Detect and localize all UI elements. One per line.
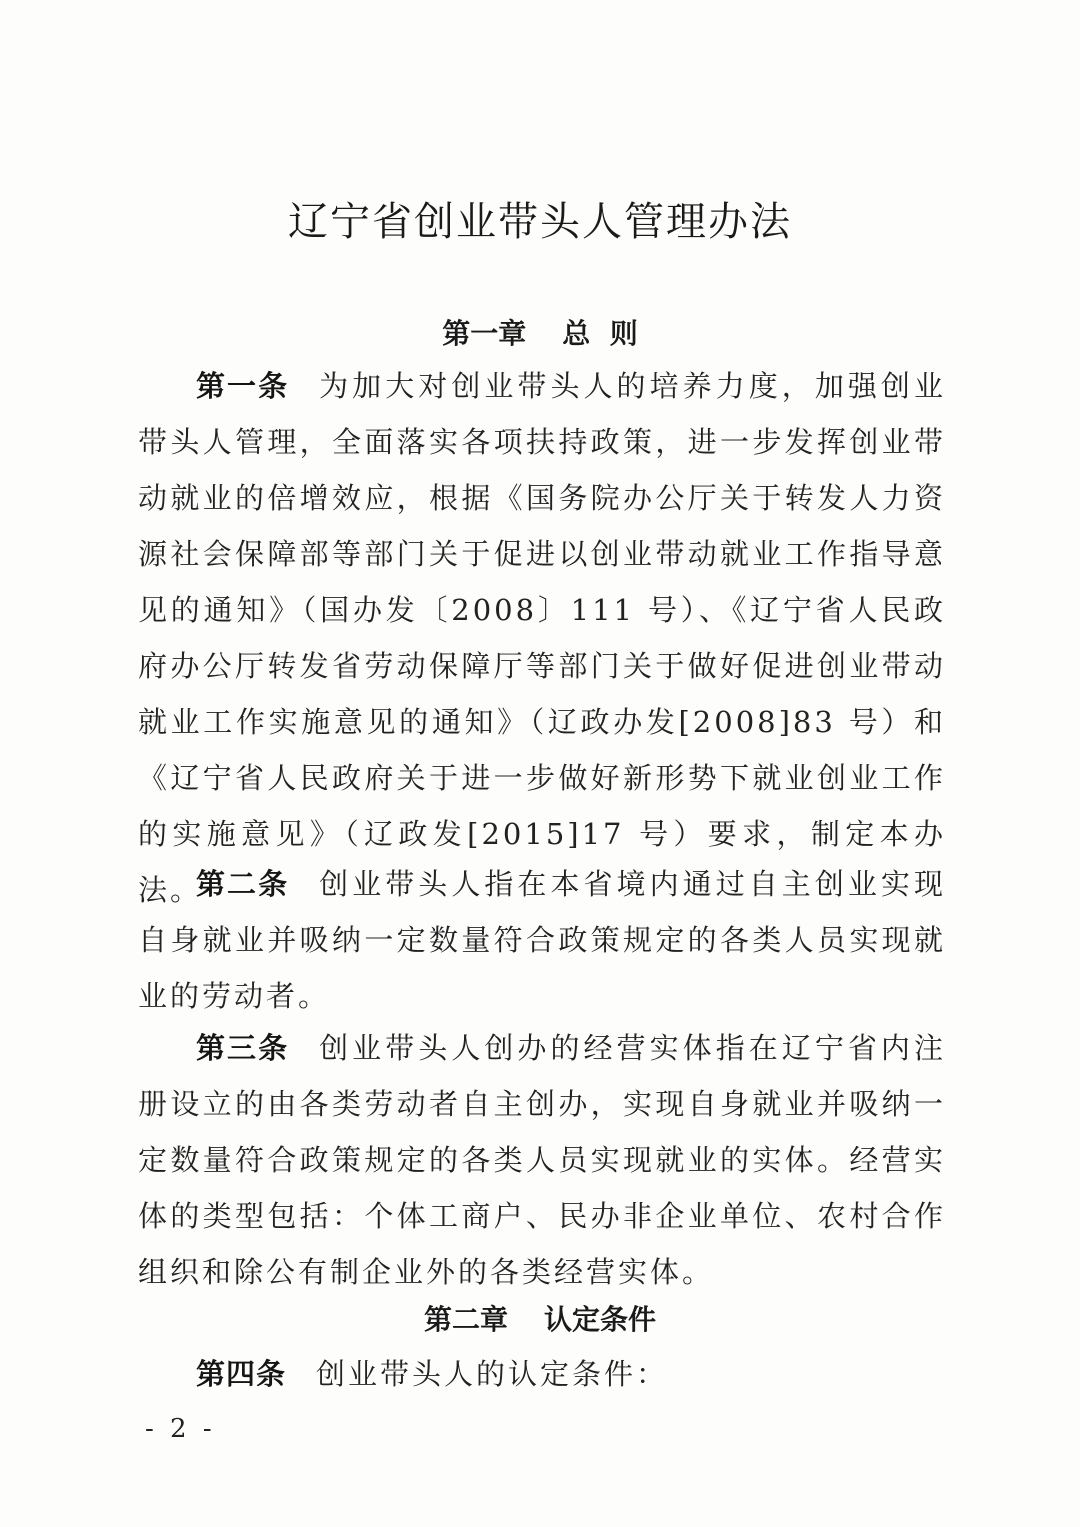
chapter-name: 认定条件 [544,1303,657,1336]
article-lead: 第二条 [196,867,290,901]
article-text: 创业带头人创办的经营实体指在辽宁省内注册设立的由各类劳动者自主创办，实现自身就业并吸纳一定数量符合政策规定的各类人员实现就业的实体。经营实体的类型包括：个体工商户、民办非企业单位、农村合作组织和除公有制企业外的各类经营实体。 [138,1031,946,1289]
chapter-name: 总 则 [562,317,638,350]
article-lead: 第三条 [196,1031,290,1065]
article-lead: 第一条 [196,369,290,403]
article-4 [138,1346,946,1402]
article-text: 创业带头人指在本省境内通过自主创业实现自身就业并吸纳一定数量符合政策规定的各类人员实现就业的劳动者。 [138,867,946,1013]
article-text: 为加大对创业带头人的培养力度，加强创业带头人管理，全面落实各项扶持政策，进一步发挥创业带动就业的倍增效应，根据《国务院办公厅关于转发人力资源社会保障部等部门关于促进以创业带动就业工作指导意见的通知》（国办发〔2008〕111 号）、《辽宁省人民政府办公厅转发省劳动保障厅等部门关于做好促进创业带动就业工作实施意见的通知》（辽政办发[2008]83 号）和《辽宁省人民政府关于进一步做好新形势下就业创业工作的实施意见》（辽政发[2015]17 号）要求，制定本办法。 [138,369,946,907]
article-lead: 第四条 [196,1357,287,1391]
chapter-heading-1 [0,312,1080,352]
article-1 [138,358,946,918]
chapter-heading-2 [0,1298,1080,1338]
document-title: 辽宁省创业带头人管理办法 [288,199,792,245]
article-3 [138,1020,946,1300]
article-text: 创业带头人的认定条件： [316,1357,669,1391]
chapter-label: 第二章 [423,1303,508,1336]
chapter-label: 第一章 [442,317,527,350]
page-number: - 2 - [145,1414,216,1444]
article-2 [138,856,946,1024]
